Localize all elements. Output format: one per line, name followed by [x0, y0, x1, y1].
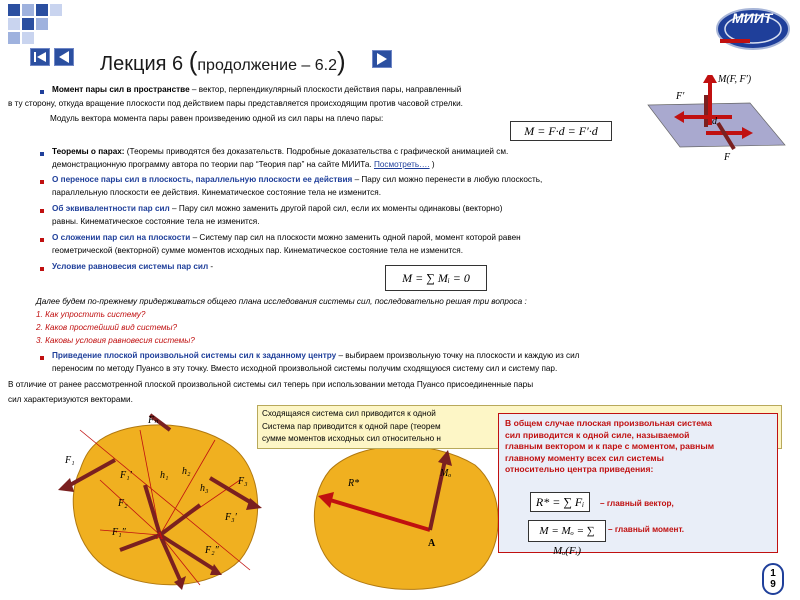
main-vector-formula: R* = ∑ Fᵢ	[530, 492, 590, 512]
bullet-icon	[40, 209, 44, 213]
moment-label: M(F, F′)	[718, 74, 752, 85]
mo-label: Mₒ	[440, 468, 452, 479]
bullet-icon	[40, 180, 44, 184]
force-system-diagram	[40, 410, 270, 600]
f-prime-label: F′	[676, 91, 685, 102]
f1-double-prime-label: F₁″	[112, 527, 126, 538]
equilibrium-formula: M = ∑ Mᵢ = 0	[385, 265, 487, 291]
theorems-line2: демонстрационную программу автора по теории пар “Теория пар” на сайте МИИТа. Посмотреть…. )	[52, 160, 435, 169]
first-slide-button[interactable]	[30, 48, 50, 66]
f1-prime-label: F₁′	[120, 470, 132, 481]
theorem-equilibrium: Условие равновесия системы пар сил -	[52, 262, 214, 271]
bullet-icon	[40, 356, 44, 360]
bullet-icon	[40, 90, 44, 94]
theorem-equivalence-line2: равны. Кинематическое состояние тела не изменится.	[52, 217, 260, 226]
theorem-transfer: О переносе пары сил в плоскость, параллельную плоскости ее действия – Пару сил можно перенести в любую плоскость,	[52, 175, 543, 184]
miit-logo	[712, 4, 794, 54]
point-a-label: A	[156, 531, 164, 542]
moment-pair-paragraph: Момент пары сил в пространстве – вектор, перпендикулярный плоскости действия пары, направленный	[52, 85, 462, 94]
f2-double-prime-label: F₂″	[205, 545, 219, 556]
bullet-icon	[40, 238, 44, 242]
moment-formula: M = F·d = F′·d	[510, 121, 612, 141]
h3-label: h₃	[200, 483, 209, 494]
question-1: 1. Как упростить систему?	[36, 310, 146, 319]
r-label: R*	[348, 478, 360, 489]
view-demo-link[interactable]: Посмотреть….	[373, 160, 430, 169]
question-3: 3. Каковы условия равновесия системы?	[36, 336, 195, 345]
reduction-paragraph: Приведение плоской произвольной системы сил к заданному центру – выбираем произвольную точку на плоскости и каждую из сил	[52, 351, 580, 360]
fn-label: Fₙ	[148, 415, 159, 426]
bullet-icon	[40, 267, 44, 271]
main-vector-label: – главный вектор,	[600, 499, 674, 508]
question-2: 2. Каков простейший вид системы?	[36, 323, 178, 332]
theorem-equivalence: Об эквивалентности пар сил – Пару сил можно заменить другой парой сил, если их моменты одинаковы (векторно)	[52, 204, 503, 213]
theorem-transfer-line2: параллельную плоскости ее действия. Кинематическое состояние тела не изменится.	[52, 188, 381, 197]
reduced-system-diagram	[290, 430, 520, 595]
f2-label: F₂	[118, 498, 128, 509]
theorem-addition: О сложении пар сил на плоскости – Систему пар сил на плоскости можно заменить одной парой, момент которой равен	[52, 233, 521, 242]
moment-pair-line2: в ту сторону, откуда вращение плоскости под действием пары представляется происходящим против часовой стрелки.	[8, 99, 463, 108]
h2-label: h₂	[182, 466, 191, 477]
reduction-line2: переносим по методу Пуансо в эту точку. Вместо исходной произвольной системы получим сходящуюся систему сил и систему пар.	[52, 364, 558, 373]
previous-slide-button[interactable]	[54, 48, 74, 66]
f3-label: F₃	[238, 476, 248, 487]
plan-intro: Далее будем по-прежнему придерживаться общего плана исследования системы сил, последовательно решая три вопроса :	[36, 297, 527, 306]
next-slide-button[interactable]	[372, 50, 392, 68]
h1-label: h₁	[160, 470, 169, 481]
general-case-box: В общем случае плоская произвольная система сил приводится к одной силе, называемой главным вектором и к паре с моментом, равным главному моменту всех сил системы относительно центра приведения:	[498, 413, 778, 553]
f1-label: F₁	[65, 455, 75, 466]
d-label: d	[712, 116, 717, 127]
f-label: F	[724, 152, 731, 163]
reduction-line4: сил характеризуются векторами.	[8, 395, 133, 404]
theorem-addition-line2: геометрической (векторной) сумме моментов исходных пар. Кинематическое состояние тела не изменится.	[52, 246, 463, 255]
f3-prime-label: F₃′	[225, 512, 237, 523]
convergent-system-callout: Сходящаяся система сил приводится к одной Система пар приводится к одной паре (теорем сумме моментов исходных сил относительно н	[257, 405, 782, 449]
logo-text: МИИТ	[732, 10, 773, 26]
slide-title: Лекция 6 (продолжение – 6.2)	[100, 46, 346, 76]
reduction-line3: В отличие от ранее рассмотренной плоской произвольной системы сил теперь при использовании метода Пуансо присоединенные пары	[8, 380, 534, 389]
point-a-mid-label: A	[428, 538, 436, 549]
main-moment-formula: M = Mₒ = ∑ Mₒ(Fᵢ)	[528, 520, 606, 542]
moment-modulus-text: Модуль вектора момента пары равен произведению одной из сил пары на плечо пары:	[50, 114, 384, 123]
page-number: 1 9	[762, 563, 784, 595]
bullet-icon	[40, 152, 44, 156]
theorems-heading: Теоремы о парах: (Теоремы приводятся без доказательств. Подробные доказательства с графической анимацией см.	[52, 147, 509, 156]
main-moment-label: – главный момент.	[608, 525, 685, 534]
